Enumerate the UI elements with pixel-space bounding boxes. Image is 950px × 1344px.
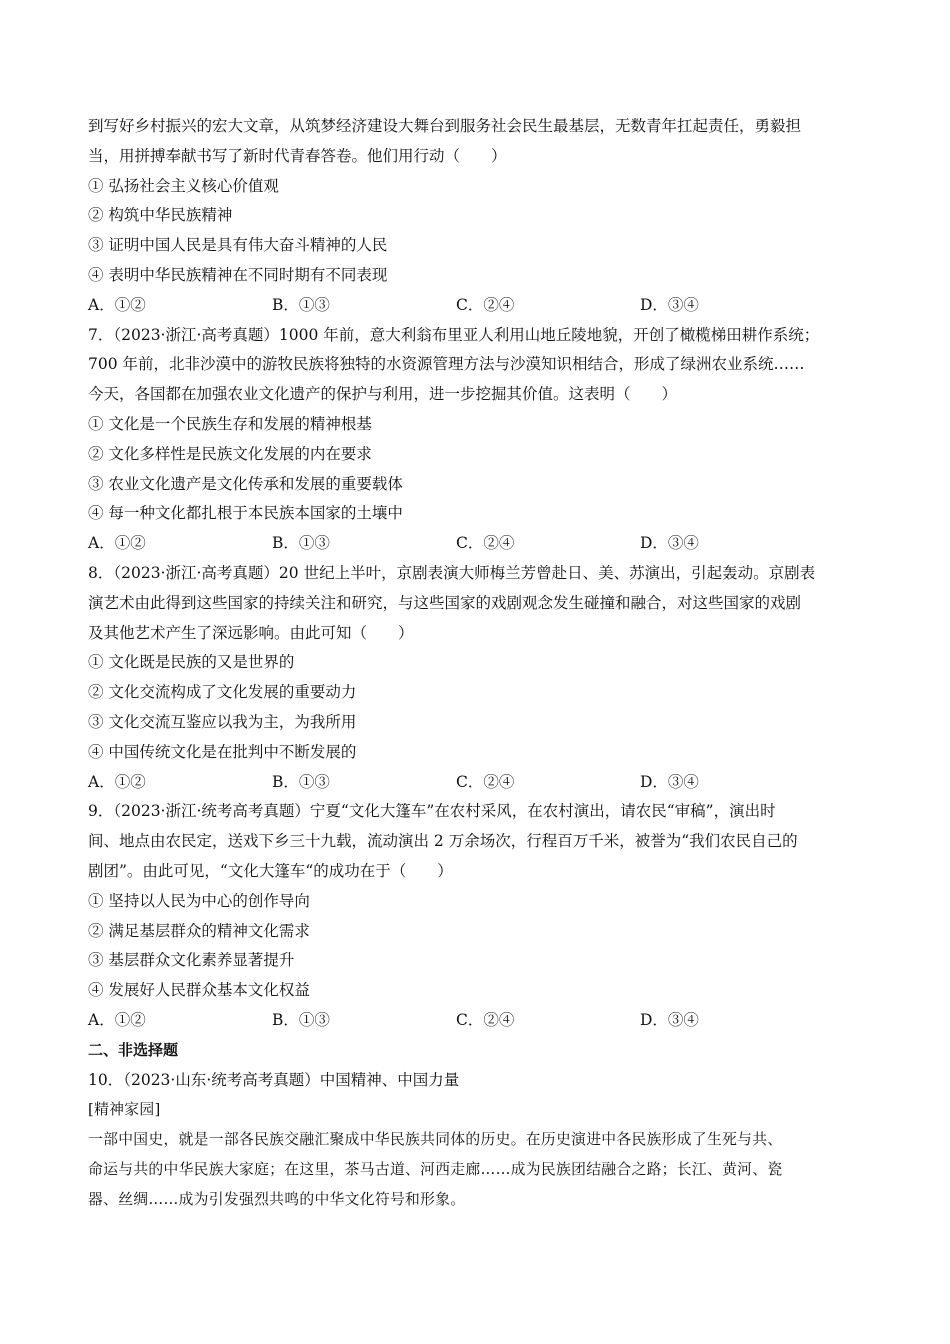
- option-d: D．③④: [640, 772, 699, 791]
- material-line: 命运与共的中华民族大家庭；在这里，茶马古道、河西走廊……成为民族团结融合之路；长江、黄河、瓷: [88, 1160, 783, 1178]
- statement-item: ④ 发展好人民群众基本文化权益: [88, 981, 310, 1000]
- question-stem-line: 剧团”。由此可见，“文化大篷车“的成功在于（ ）: [88, 861, 453, 880]
- option-d: D．③④: [640, 295, 699, 314]
- statement-item: ② 文化多样性是民族文化发展的内在要求: [88, 444, 372, 463]
- material-line: 器、丝绸……成为引发强烈共鸣的中华文化符号和形象。: [88, 1190, 466, 1208]
- option-c: C．②④: [456, 1010, 515, 1029]
- statement-item: ③ 证明中国人民是具有伟大奋斗精神的人民: [88, 236, 388, 255]
- question-stem-line: 8．（2023·浙江·高考真题）20 世纪上半叶，京剧表演大师梅兰芳曾赴日、美、苏演出，引起轰动。京剧表: [88, 563, 816, 582]
- material-line: 一部中国史，就是一部各民族交融汇聚成中华民族共同体的历史。在历史演进中各民族形成了生死与共、: [88, 1131, 783, 1149]
- statement-item: ④ 每一种文化都扎根于本民族本国家的土壤中: [88, 504, 403, 523]
- option-b: B．①③: [272, 534, 330, 553]
- statement-item: ② 满足基层群众的精神文化需求: [88, 921, 310, 940]
- statement-item: ③ 文化交流互鉴应以我为主，为我所用: [88, 712, 357, 731]
- answer-options: [88, 1006, 868, 1036]
- option-c: C．②④: [456, 534, 515, 553]
- question-stem-line: 当，用拼搏奉献书写了新时代青春答卷。他们用行动（ ）: [88, 146, 507, 165]
- page-content: [88, 112, 868, 1214]
- question-stem-line: 9．（2023·浙江·统考高考真题）宁夏“文化大篷车”在农村采风，在农村演出，请农民“审稿”，演出时: [88, 802, 776, 821]
- statement-item: ③ 基层群众文化素养显著提升: [88, 951, 295, 970]
- question-10: [88, 1066, 868, 1215]
- answer-options: [88, 291, 868, 321]
- question-stem-line: 及其他艺术产生了深远影响。由此可知（ ）: [88, 623, 414, 642]
- statement-item: ④ 表明中华民族精神在不同时期有不同表现: [88, 265, 388, 284]
- question-stem-line: 今天，各国都在加强农业文化遗产的保护与利用，进一步挖掘其价值。这表明（ ）: [88, 385, 678, 404]
- option-c: C．②④: [456, 295, 515, 314]
- option-b: B．①③: [272, 295, 330, 314]
- statement-item: ① 坚持以人民为中心的创作导向: [88, 891, 310, 910]
- question-6: [88, 112, 868, 321]
- option-a: A．①②: [88, 1010, 146, 1029]
- statement-item: ① 弘扬社会主义核心价值观: [88, 176, 279, 195]
- option-d: D．③④: [640, 1010, 699, 1029]
- option-b: B．①③: [272, 772, 330, 791]
- statement-item: ① 文化既是民族的又是世界的: [88, 653, 295, 672]
- option-c: C．②④: [456, 772, 515, 791]
- statement-item: ④ 中国传统文化是在批判中不断发展的: [88, 742, 357, 761]
- answer-options: [88, 768, 868, 798]
- option-d: D．③④: [640, 534, 699, 553]
- question-stem-line: 10．（2023·山东·统考高考真题）中国精神、中国力量: [88, 1070, 460, 1089]
- option-a: A．①②: [88, 534, 146, 553]
- question-stem-line: 700 年前，北非沙漠中的游牧民族将独特的水资源管理方法与沙漠知识相结合，形成了绿洲农业系统……: [88, 355, 805, 374]
- question-8: [88, 559, 868, 797]
- section-title: 二、非选择题: [88, 1040, 179, 1059]
- option-a: A．①②: [88, 772, 146, 791]
- question-7: [88, 321, 868, 559]
- option-a: A．①②: [88, 295, 146, 314]
- question-stem-line: 间、地点由农民定，送戏下乡三十九载，流动演出 2 万余场次，行程百万千米，被誉为“我们农民自己的: [88, 832, 798, 851]
- question-stem-line: 演艺术由此得到这些国家的持续关注和研究，与这些国家的戏剧观念发生碰撞和融合，对这些国家的戏剧: [88, 593, 802, 612]
- question-stem-line: 7．（2023·浙江·高考真题）1000 年前，意大利翁布里亚人利用山地丘陵地貌，开创了橄榄梯田耕作系统；: [88, 325, 820, 344]
- material-tag: [精神家园]: [88, 1101, 161, 1119]
- question-9: [88, 797, 868, 1035]
- question-stem-line: 到写好乡村振兴的宏大文章，从筑梦经济建设大舞台到服务社会民生最基层，无数青年扛起责任，勇毅担: [88, 117, 802, 135]
- statement-item: ② 构筑中华民族精神: [88, 206, 233, 225]
- option-b: B．①③: [272, 1010, 330, 1029]
- answer-options: [88, 529, 868, 559]
- statement-item: ③ 农业文化遗产是文化传承和发展的重要载体: [88, 474, 403, 493]
- statement-item: ① 文化是一个民族生存和发展的精神根基: [88, 414, 372, 433]
- statement-item: ② 文化交流构成了文化发展的重要动力: [88, 683, 357, 702]
